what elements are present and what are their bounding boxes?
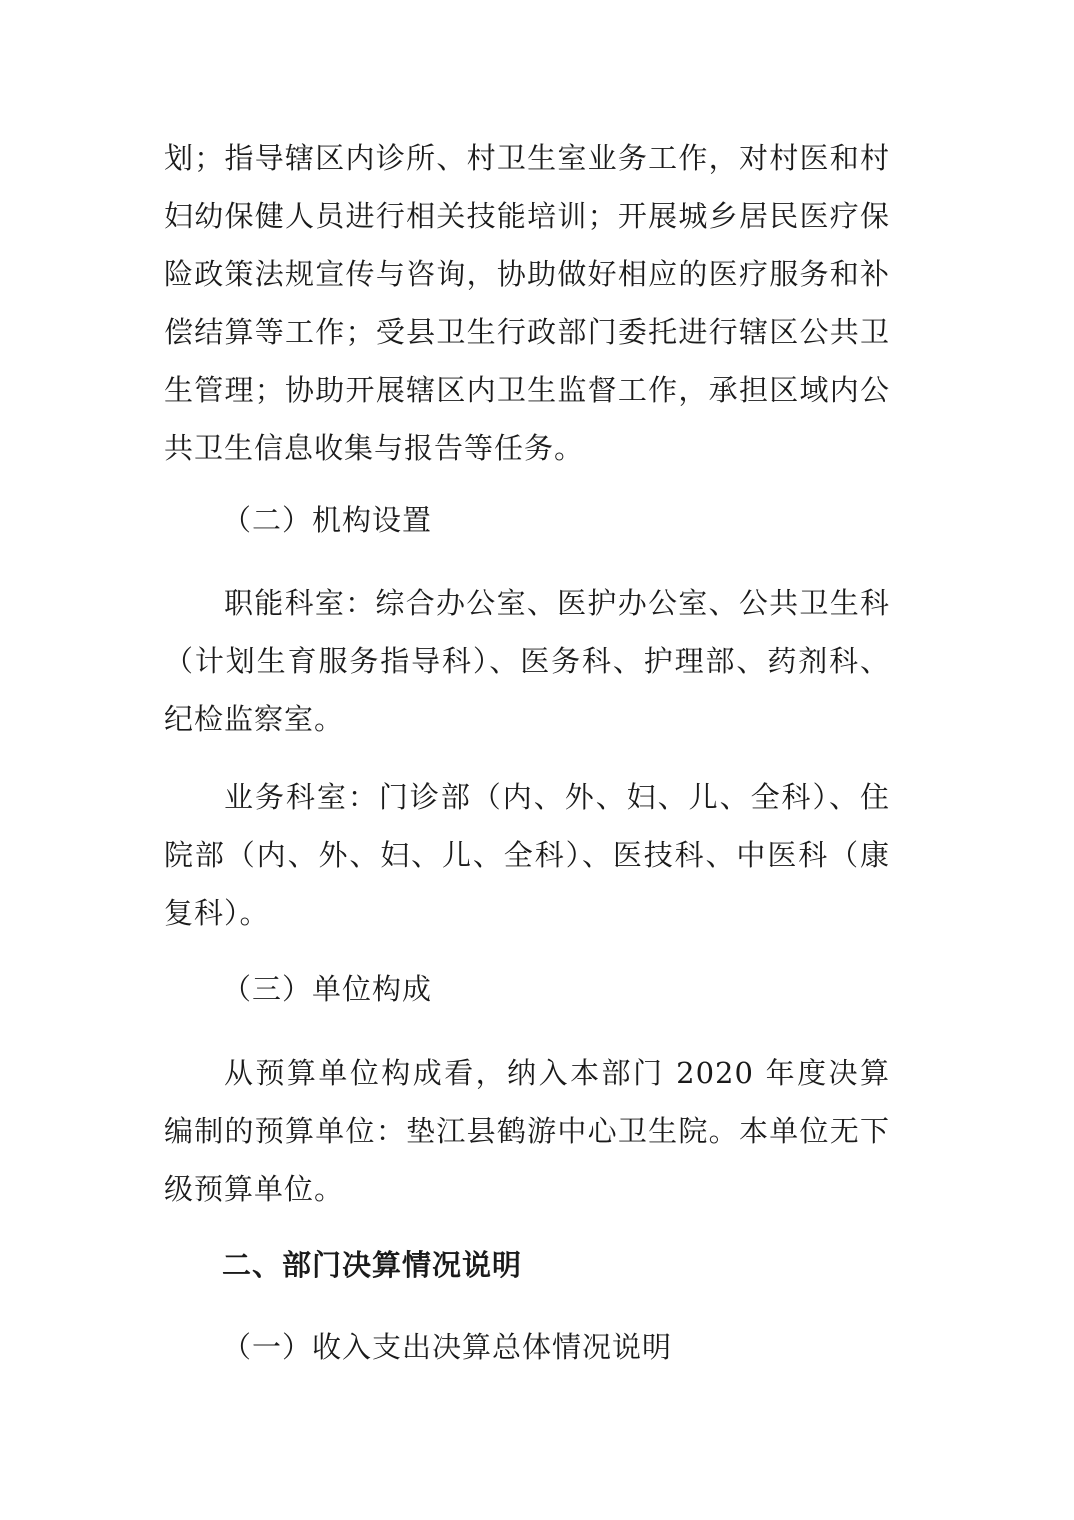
heading-unit-composition: （三）单位构成 — [222, 972, 433, 1006]
heading-part-two: 二、部门决算情况说明 — [222, 1248, 523, 1282]
heading-org-setup: （二）机构设置 — [222, 503, 433, 537]
paragraph-responsibilities-continued: 划；指导辖区内诊所、村卫生室业务工作，对村医和村妇幼保健人员进行相关技能培训；开展城乡居民医疗保险政策法规宣传与咨询，协助做好相应的医疗服务和补偿结算等工作；受县卫生行政部门委托进行辖区公共卫生管理；协助开展辖区内卫生监督工作，承担区域内公共卫生信息收集与报告等任务。 — [164, 141, 890, 465]
subheading-income-expenditure-overview: （一）收入支出决算总体情况说明 — [222, 1330, 673, 1364]
paragraph-unit-composition: 从预算单位构成看，纳入本部门 2020 年度决算编制的预算单位：垫江县鹤游中心卫生院。本单位无下级预算单位。 — [164, 1056, 890, 1206]
paragraph-functional-departments: 职能科室：综合办公室、医护办公室、公共卫生科（计划生育服务指导科）、医务科、护理部、药剂科、纪检监察室。 — [164, 586, 890, 736]
paragraph-business-departments: 业务科室：门诊部（内、外、妇、儿、全科）、住院部（内、外、妇、儿、全科）、医技科、中医科（康复科）。 — [164, 780, 890, 930]
